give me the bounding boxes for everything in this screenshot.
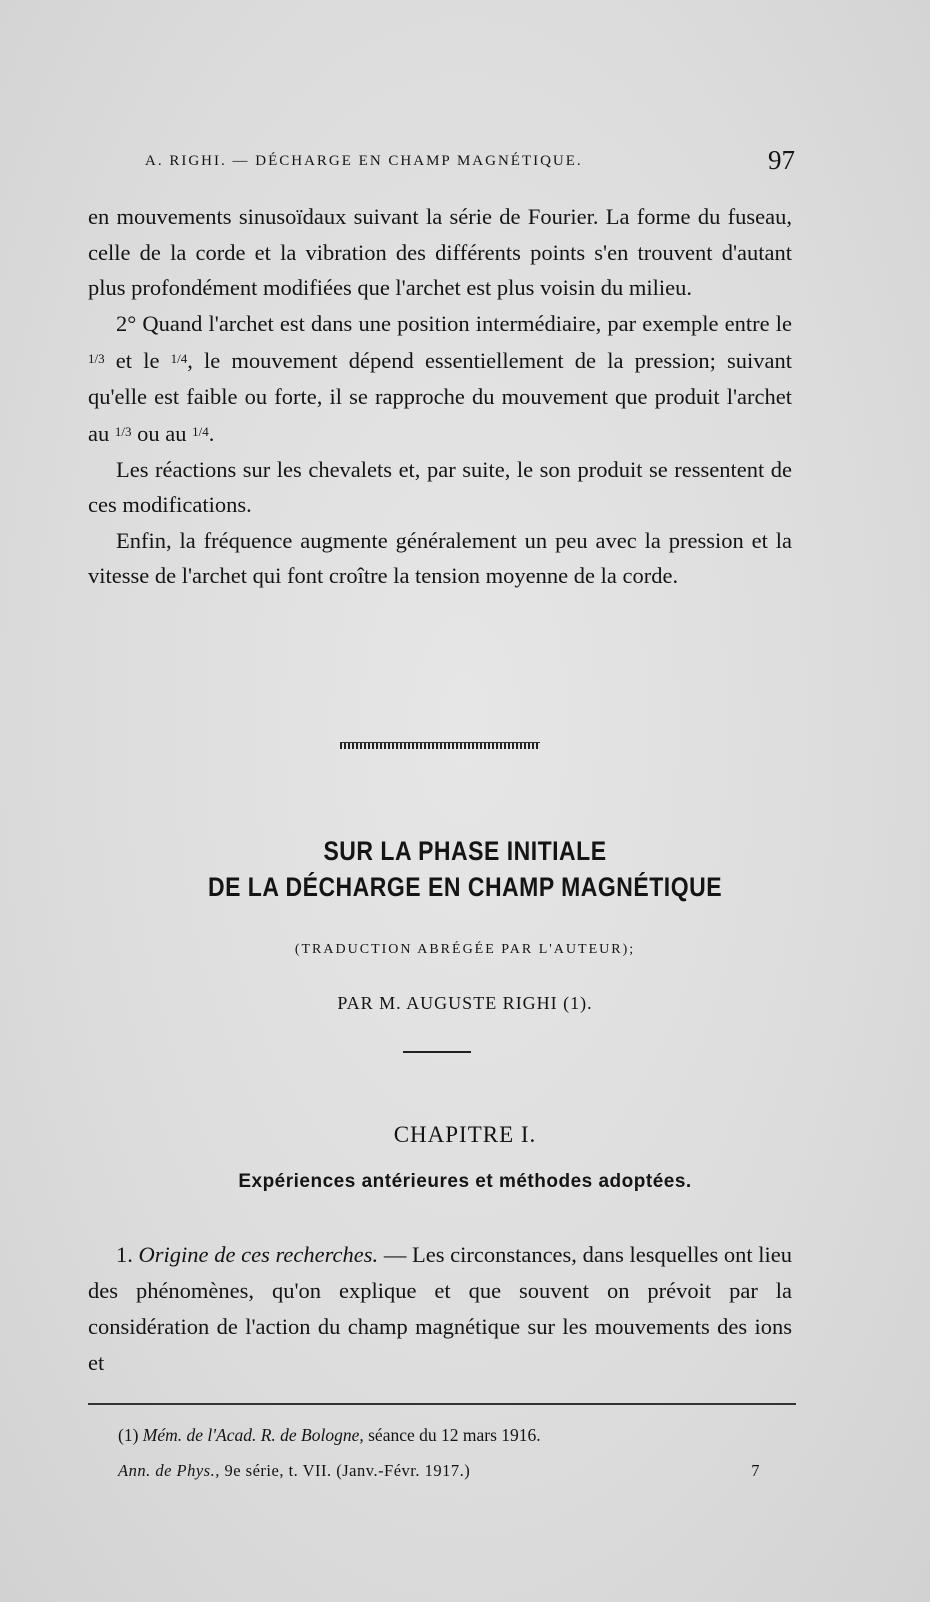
paragraph-3: Les réactions sur les chevalets et, par suite, le son produit se ressentent de ces modifications. xyxy=(88,456,792,517)
fraction-one-third: 1/3 xyxy=(88,351,105,366)
fraction-one-third-b: 1/3 xyxy=(114,424,132,439)
footnote-1 xyxy=(118,1425,798,1446)
journal-footer xyxy=(118,1461,798,1481)
p2-text-e: . xyxy=(208,421,215,446)
running-title: A. RIGHI. — DÉCHARGE EN CHAMP MAGNÉTIQUE. xyxy=(145,153,583,169)
fraction-one-fourth-b: 1/4 xyxy=(192,424,209,439)
page-number: 97 xyxy=(768,145,795,175)
signature-mark: 7 xyxy=(751,1461,760,1480)
footnote-source: Mém. de l'Acad. R. de Bologne, xyxy=(142,1425,364,1445)
chapter-subtitle: Expériences antérieures et méthodes adoptées. xyxy=(238,1171,692,1192)
footnote-mark: (1) xyxy=(118,1425,139,1445)
article-subtitle: (TRADUCTION ABRÉGÉE PAR L'AUTEUR); xyxy=(294,942,636,957)
article-title-line-1: SUR LA PHASE INITIALE xyxy=(323,835,607,866)
footnote-rest: séance du 12 mars 1916. xyxy=(368,1425,541,1445)
paragraph-2 xyxy=(88,306,792,452)
chapter-heading: CHAPITRE I. xyxy=(393,1122,537,1147)
body-text xyxy=(88,199,792,594)
running-header xyxy=(145,145,795,175)
journal-name: Ann. de Phys., xyxy=(118,1461,220,1480)
p2-text-a: 2° Quand l'archet est dans une position intermédiaire, par exemple entre le xyxy=(116,310,792,336)
p2-text-d: ou au xyxy=(137,421,187,446)
short-rule xyxy=(403,1051,471,1053)
fraction-one-fourth: 1/4 xyxy=(170,351,188,366)
section-1-text xyxy=(88,1237,792,1381)
paragraph-1: en mouvements sinusoïdaux suivant la série de Fourier. La forme du fuseau, celle de la corde et la vibration des différents points s'en trouvent d'autant plus profondément modifiées que l'archet est plus voisin du milieu. xyxy=(88,204,792,300)
footnote-rule xyxy=(88,1403,796,1405)
p2-text-c: , le mouvement dépend essentiellement de la pression; suivant qu'elle est faible ou forte, il se rapproche du mouvement que produit l'archet au xyxy=(88,348,793,446)
wavy-separator xyxy=(340,742,540,749)
section-1-paragraph xyxy=(88,1237,792,1381)
section-number: 1. xyxy=(116,1242,133,1267)
article-title-line-2: DE LA DÉCHARGE EN CHAMP MAGNÉTIQUE xyxy=(207,871,723,902)
p2-text-b: et le xyxy=(115,348,160,373)
section-body: — Les circonstances, dans lesquelles ont lieu des phénomènes, qu'on explique et que souvent on prévoit par la considération de l'action du champ magnétique sur les mouvements des ions et xyxy=(88,1242,793,1375)
section-title: Origine de ces recherches. xyxy=(138,1242,379,1267)
article-byline: PAR M. AUGUSTE RIGHI (1). xyxy=(337,993,593,1013)
paragraph-4: Enfin, la fréquence augmente généralement un peu avec la pression et la vitesse de l'archet qui font croître la tension moyenne de la corde. xyxy=(88,527,792,588)
journal-issue: 9e série, t. VII. (Janv.-Févr. 1917.) xyxy=(224,1461,471,1480)
